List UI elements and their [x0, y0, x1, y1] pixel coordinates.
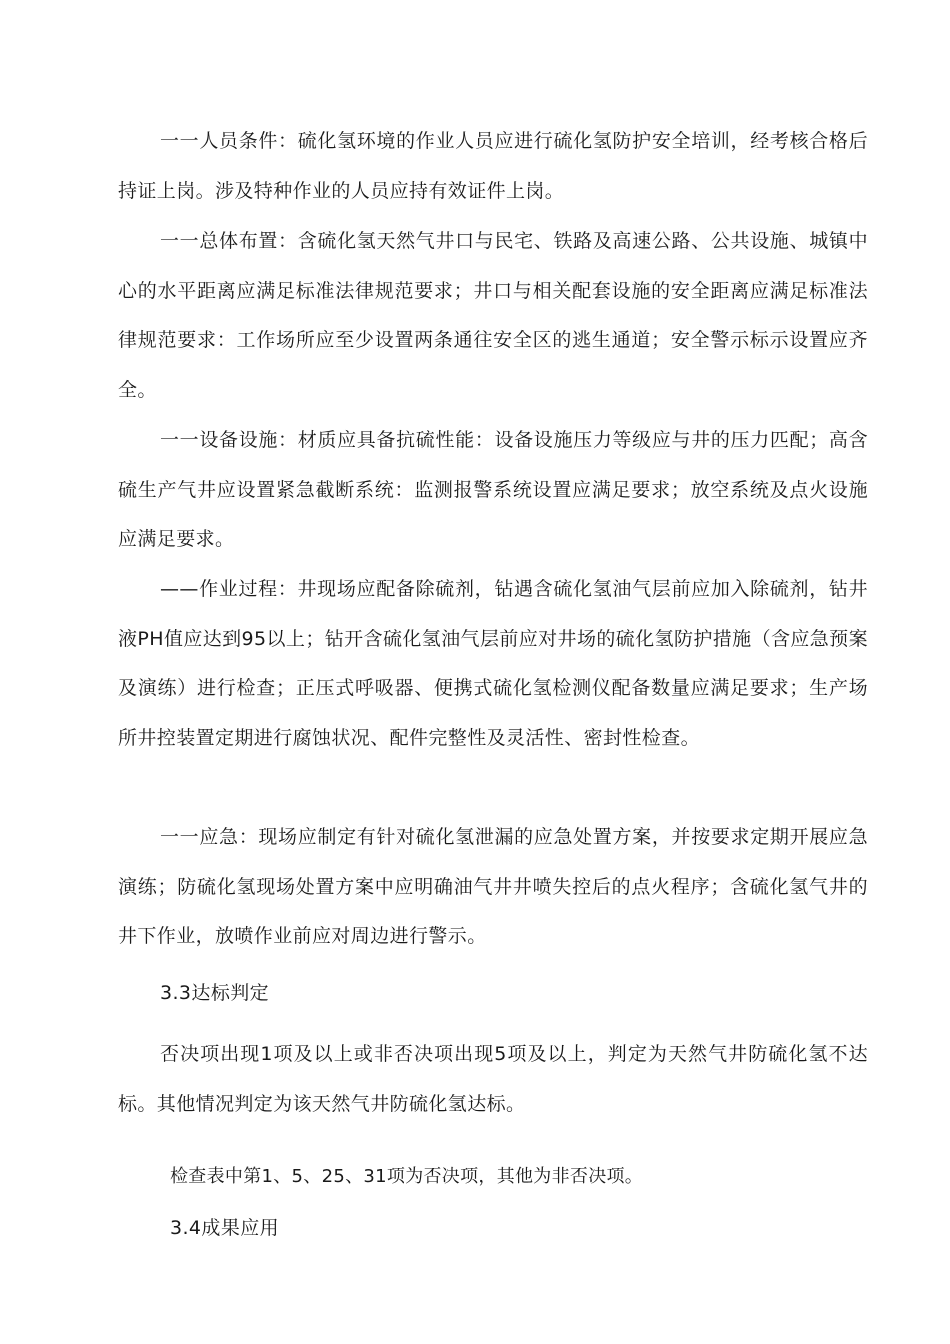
paragraph-emergency: 一一应急：现场应制定有针对硫化氢泄漏的应急处置方案，并按要求定期开展应急演练；防硫化氢现场处置方案中应明确油气井井喷失控后的点火程序；含硫化氢气井的井下作业，放喷作业前应对周边进行警示。 [118, 826, 868, 947]
section-heading-3-4: 3.4成果应用 [170, 1217, 280, 1239]
veto-items-note: 检查表中第1、5、25、31项为否决项，其他为非否决项。 [170, 1166, 644, 1187]
paragraph-compliance-criteria: 否决项出现1项及以上或非否决项出现5项及以上，判定为天然气井防硫化氢不达标。其他情况判定为该天然气井防硫化氢达标。 [118, 1043, 868, 1115]
paragraph-operation-process: ——作业过程：井现场应配备除硫剂，钻遇含硫化氢油气层前应加入除硫剂，钻井液PH值应达到95以上；钻开含硫化氢油气层前应对井场的硫化氢防护措施（含应急预案及演练）进行检查；正压式呼吸器、便携式硫化氢检测仪配备数量应满足要求；生产场所井控装置定期进行腐蚀状况、配件完整性及灵活性、密封性检查。 [118, 578, 868, 749]
paragraph-personnel-conditions: 一一人员条件：硫化氢环境的作业人员应进行硫化氢防护安全培训，经考核合格后持证上岗。涉及特种作业的人员应持有效证件上岗。 [118, 130, 868, 202]
paragraph-overall-layout: 一一总体布置：含硫化氢天然气井口与民宅、铁路及高速公路、公共设施、城镇中心的水平距离应满足标准法律规范要求；井口与相关配套设施的安全距离应满足标准法律规范要求：工作场所应至少设置两条通往安全区的逃生通道；安全警示标示设置应齐全。 [118, 230, 868, 401]
section-heading-3-3: 3.3达标判定 [160, 982, 270, 1004]
paragraph-equipment-facilities: 一一设备设施：材质应具备抗硫性能：设备设施压力等级应与井的压力匹配；高含硫生产气井应设置紧急截断系统：监测报警系统设置应满足要求；放空系统及点火设施应满足要求。 [118, 429, 868, 550]
